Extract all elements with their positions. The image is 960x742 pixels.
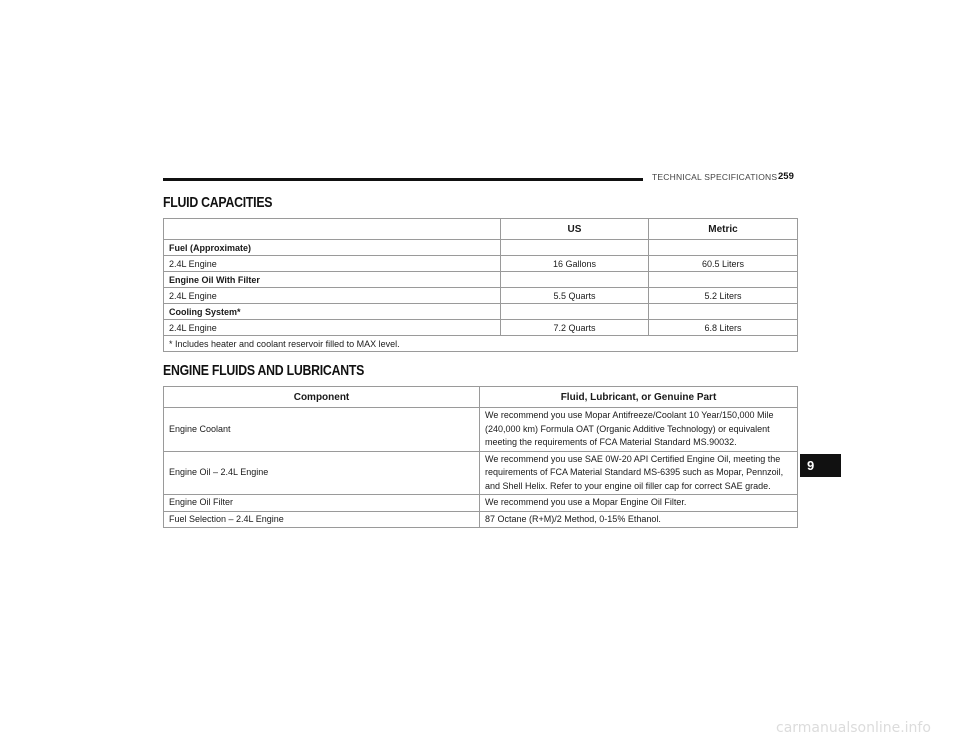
table-row	[164, 272, 798, 288]
row-metric: 5.2 Liters	[649, 288, 798, 304]
table-row	[164, 408, 798, 452]
table-row	[164, 304, 798, 320]
page-number: 259	[778, 171, 794, 182]
row-component: Engine Coolant	[164, 408, 480, 452]
row-component: Fuel Selection – 2.4L Engine	[164, 511, 480, 528]
table-row	[164, 240, 798, 256]
header-rule	[163, 178, 643, 181]
column-header-us: US	[501, 219, 649, 240]
fluid-capacities-title: FLUID CAPACITIES	[163, 194, 273, 211]
row-metric: 6.8 Liters	[649, 320, 798, 336]
row-metric	[649, 272, 798, 288]
row-label: Engine Oil With Filter	[164, 272, 501, 288]
row-label: Cooling System*	[164, 304, 501, 320]
table-row	[164, 451, 798, 495]
row-us: 16 Gallons	[501, 256, 649, 272]
table-header-row	[164, 219, 798, 240]
chapter-tab: 9	[800, 454, 841, 477]
fluid-capacities-table	[163, 218, 798, 352]
row-fluid: We recommend you use SAE 0W-20 API Certified Engine Oil, meeting the requirements of FCA Material Standard MS-6395 such as Mopar, Pennzoil, and Shell Helix. Refer to your engine oil filler cap for correct SAE grade.	[480, 451, 798, 495]
table-header-row	[164, 387, 798, 408]
watermark: carmanualsonline.info	[776, 720, 931, 736]
footnote: * Includes heater and coolant reservoir filled to MAX level.	[164, 336, 798, 352]
table-row	[164, 320, 798, 336]
row-us: 5.5 Quarts	[501, 288, 649, 304]
row-us	[501, 240, 649, 256]
table-row	[164, 288, 798, 304]
column-header-fluid: Fluid, Lubricant, or Genuine Part	[480, 387, 798, 408]
column-header-label	[164, 219, 501, 240]
row-label: 2.4L Engine	[164, 256, 501, 272]
engine-fluids-title: ENGINE FLUIDS AND LUBRICANTS	[163, 362, 365, 379]
row-metric: 60.5 Liters	[649, 256, 798, 272]
row-metric	[649, 240, 798, 256]
running-head: TECHNICAL SPECIFICATIONS	[652, 172, 778, 182]
row-label: 2.4L Engine	[164, 320, 501, 336]
table-footnote-row	[164, 336, 798, 352]
row-label: Fuel (Approximate)	[164, 240, 501, 256]
table-row	[164, 495, 798, 512]
row-component: Engine Oil – 2.4L Engine	[164, 451, 480, 495]
row-fluid: We recommend you use a Mopar Engine Oil Filter.	[480, 495, 798, 512]
row-component: Engine Oil Filter	[164, 495, 480, 512]
column-header-metric: Metric	[649, 219, 798, 240]
row-fluid: 87 Octane (R+M)/2 Method, 0-15% Ethanol.	[480, 511, 798, 528]
row-fluid: We recommend you use Mopar Antifreeze/Coolant 10 Year/150,000 Mile (240,000 km) Formula OAT (Organic Additive Technology) or equivalent meeting the requirements of FCA Material Standard MS.90032.	[480, 408, 798, 452]
row-metric	[649, 304, 798, 320]
table-row	[164, 256, 798, 272]
row-us	[501, 272, 649, 288]
row-label: 2.4L Engine	[164, 288, 501, 304]
table-row	[164, 511, 798, 528]
row-us: 7.2 Quarts	[501, 320, 649, 336]
engine-fluids-table	[163, 386, 798, 528]
row-us	[501, 304, 649, 320]
column-header-component: Component	[164, 387, 480, 408]
